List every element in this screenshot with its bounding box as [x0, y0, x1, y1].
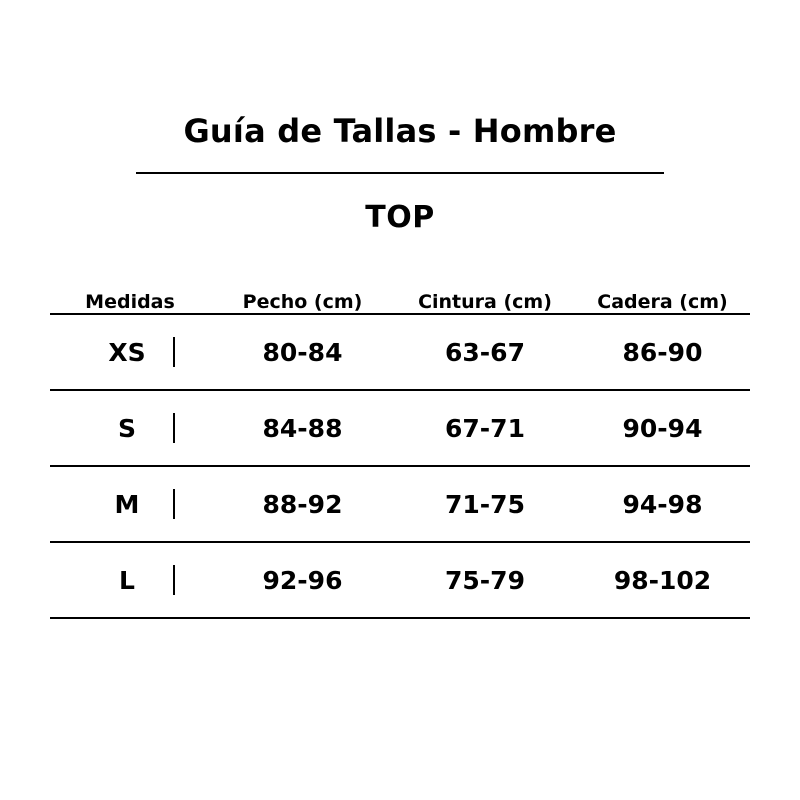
vertical-divider	[173, 565, 175, 595]
table-row	[50, 466, 750, 542]
waist-value: 75-79	[445, 565, 525, 595]
hip-value: 98-102	[613, 565, 712, 595]
hip-value: 86-90	[622, 337, 703, 367]
column-header-measure: Medidas	[85, 291, 175, 314]
vertical-divider	[173, 489, 175, 519]
chest-value: 80-84	[262, 337, 343, 367]
waist-value: 67-71	[445, 413, 525, 443]
column-header-chest: Pecho (cm)	[242, 291, 363, 314]
size-label: S	[117, 413, 136, 443]
table-body	[50, 314, 750, 618]
table-row	[50, 390, 750, 466]
column-header-waist: Cintura (cm)	[418, 291, 552, 314]
column-header-hip: Cadera (cm)	[597, 291, 728, 314]
section-subtitle: TOP	[365, 200, 435, 236]
size-table	[50, 291, 750, 619]
table-header-row	[50, 291, 750, 314]
vertical-divider	[173, 337, 175, 367]
table-row	[50, 542, 750, 618]
size-label: M	[114, 489, 140, 519]
vertical-divider	[173, 413, 175, 443]
size-cell	[50, 542, 210, 618]
title-divider	[136, 172, 664, 174]
size-table-wrap	[50, 291, 750, 619]
page-title: Guía de Tallas - Hombre	[183, 112, 617, 150]
hip-value: 90-94	[622, 413, 703, 443]
hip-value: 94-98	[622, 489, 703, 519]
chest-value: 92-96	[262, 565, 343, 595]
size-cell	[50, 466, 210, 542]
size-label: L	[119, 565, 135, 595]
waist-value: 63-67	[445, 337, 525, 367]
table-row	[50, 314, 750, 390]
table-header	[50, 291, 750, 314]
chest-value: 84-88	[262, 413, 343, 443]
size-cell	[50, 314, 210, 390]
title-block	[0, 0, 800, 174]
size-label: XS	[108, 337, 146, 367]
chest-value: 88-92	[262, 489, 343, 519]
waist-value: 71-75	[445, 489, 525, 519]
size-cell	[50, 390, 210, 466]
